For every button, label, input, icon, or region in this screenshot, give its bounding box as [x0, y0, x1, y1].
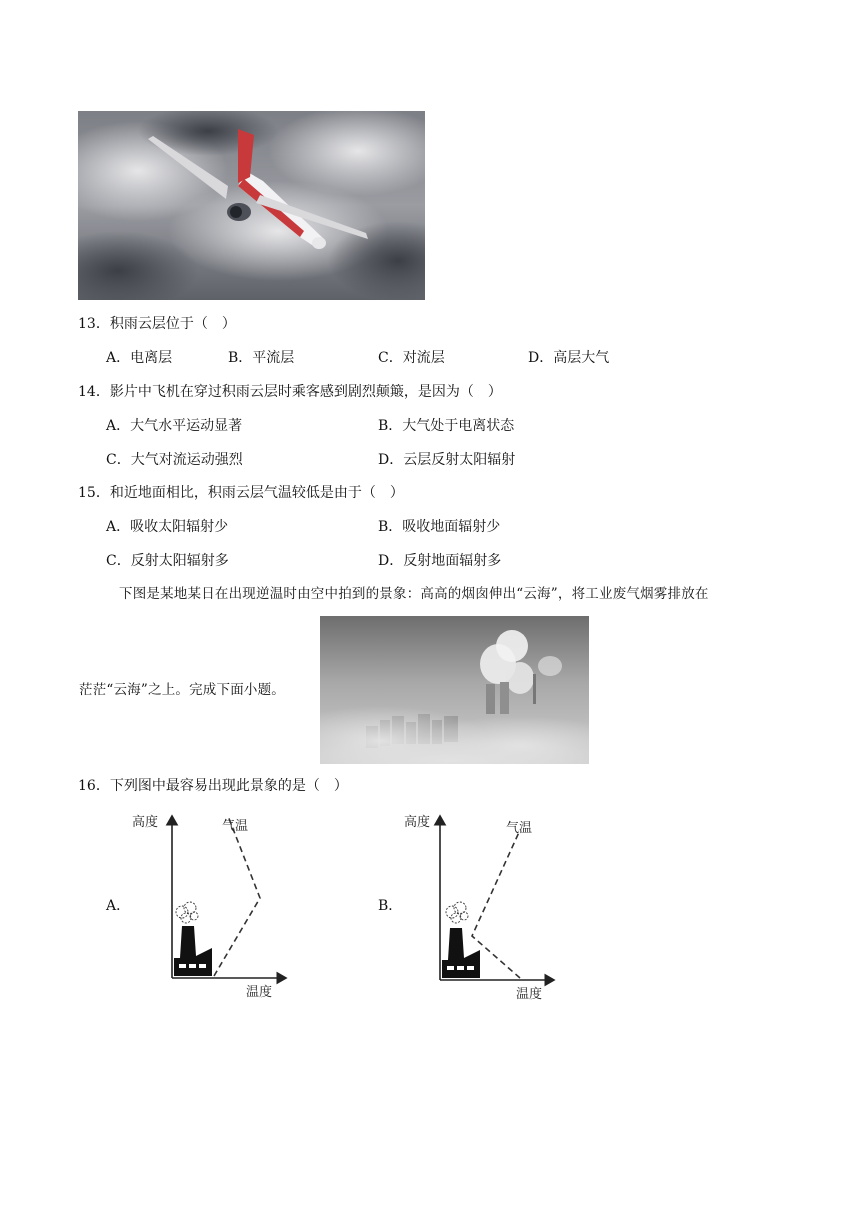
question-15-option-d: D．反射地面辐射多 [378, 553, 502, 569]
intro-line-1: 下图是某地某日在出现逆温时由空中拍到的景象：高高的烟囱伸出“云海”，将工业废气烟雾排放在 [119, 586, 709, 602]
y-axis-label-b: 高度 [404, 815, 431, 830]
question-15-option-a: A．吸收太阳辐射少 [106, 519, 229, 535]
diagram-a [130, 808, 300, 1003]
question-15-option-b: B．吸收地面辐射少 [378, 519, 501, 535]
question-14-option-d: D．云层反射太阳辐射 [378, 452, 516, 468]
question-14-stem: 14．影片中飞机在穿过积雨云层时乘客感到剧烈颠簸，是因为（ ） [78, 384, 502, 400]
y-axis-label-a: 高度 [132, 815, 159, 830]
question-13-option-b: B．平流层 [228, 350, 295, 366]
factory-icon [174, 902, 212, 976]
x-axis-label-b: 温度 [516, 987, 543, 1002]
question-13-option-c: C．对流层 [378, 350, 445, 366]
airplane-photo [78, 111, 425, 300]
intro-line-2: 茫茫“云海”之上。完成下面小题。 [79, 682, 286, 698]
question-16-stem: 16．下列图中最容易出现此景象的是（ ） [78, 778, 348, 794]
curve-label-b: 气温 [506, 821, 533, 836]
smokestack-photo [320, 616, 589, 764]
x-axis-label-a: 温度 [246, 985, 273, 1000]
diagram-b [402, 808, 572, 1003]
question-14-option-a: A．大气水平运动显著 [106, 418, 243, 434]
question-14-option-b: B．大气处于电离状态 [378, 418, 515, 434]
question-16-option-a: A． [106, 898, 131, 914]
question-13-stem: 13．积雨云层位于（ ） [78, 316, 236, 332]
question-13-option-a: A．电离层 [106, 350, 173, 366]
question-15-option-c: C．反射太阳辐射多 [106, 553, 229, 569]
curve-label-a: 气温 [222, 819, 249, 834]
question-14-option-c: C．大气对流运动强烈 [106, 452, 243, 468]
question-15-stem: 15．和近地面相比，积雨云层气温较低是由于（ ） [78, 485, 404, 501]
question-13-option-d: D．高层大气 [528, 350, 610, 366]
question-16-option-b: B． [378, 898, 403, 914]
factory-icon [442, 902, 480, 978]
